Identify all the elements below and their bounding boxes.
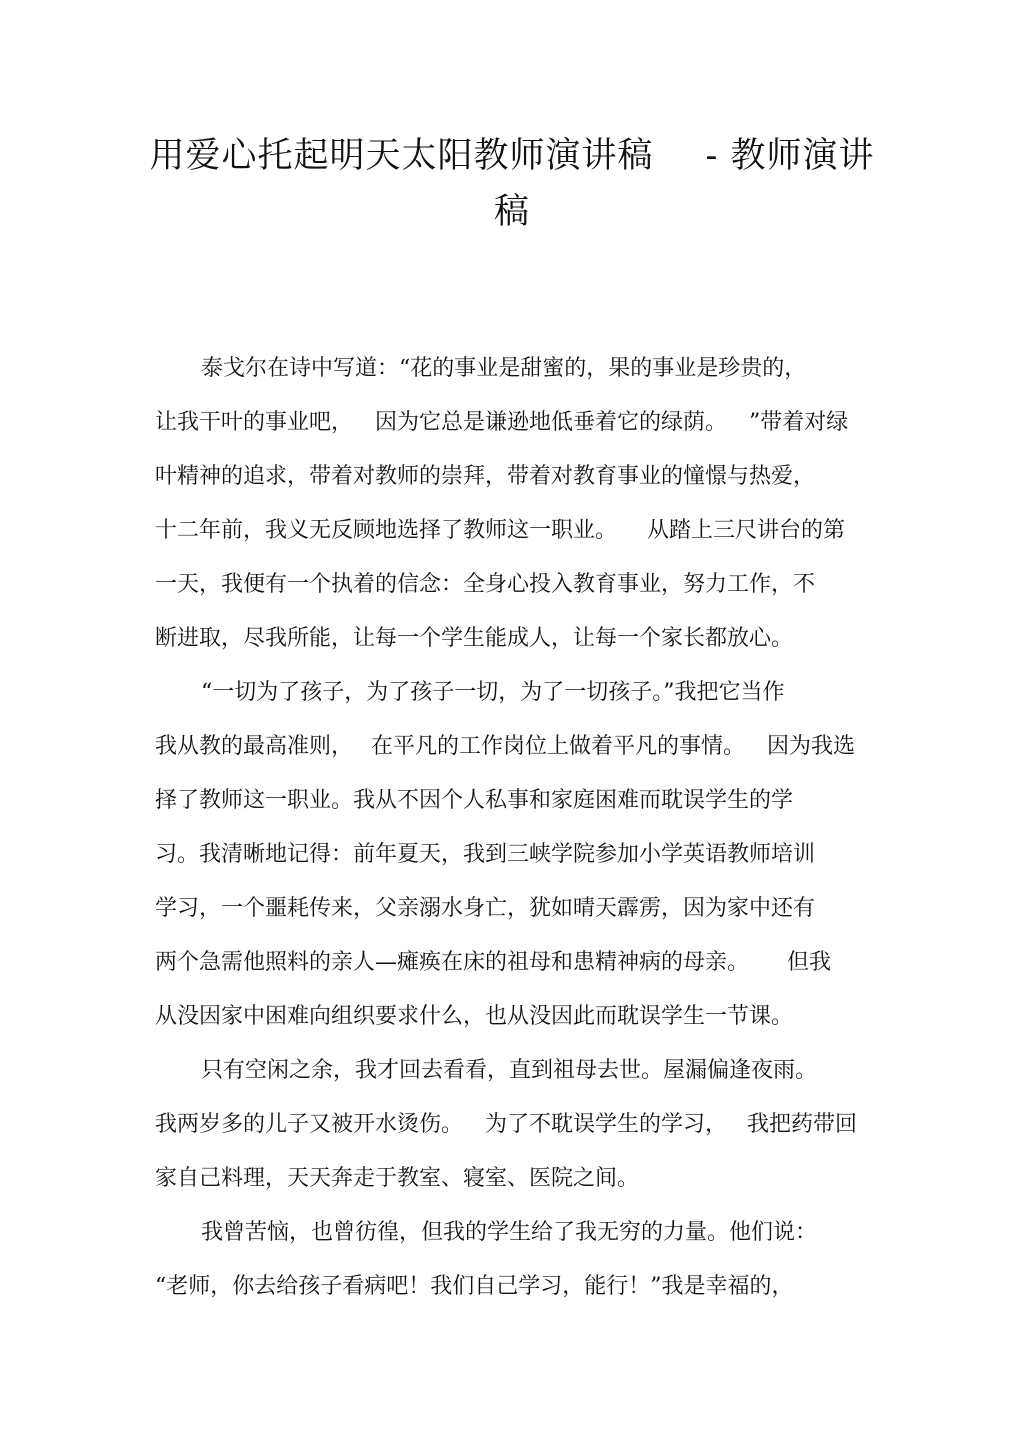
text-line: 泰戈尔在诗中写道：“花的事业是甜蜜的，果的事业是珍贵的，: [201, 356, 807, 381]
title-part1: 用爱心托起明天太阳教师演讲稿: [149, 136, 654, 176]
text-line: 习。我清晰地记得：前年夏天，我到三峡学院参加小学英语教师培训: [155, 842, 816, 867]
text-line: 两个急需他照料的亲人—瘫痪在床的祖母和患精神病的母亲。 但我: [155, 950, 832, 975]
text-line: 十二年前，我义无反顾地选择了教师这一职业。 从踏上三尺讲台的第: [155, 518, 846, 543]
text-line: 择了教师这一职业。我从不因个人私事和家庭困难而耽误学生的学: [155, 788, 794, 813]
text-line: 断进取，尽我所能，让每一个学生能成人，让每一个家长都放心。: [155, 626, 794, 651]
text-line: 只有空闲之余，我才回去看看，直到祖母去世。屋漏偏逢夜雨。: [201, 1058, 818, 1083]
document-title: [140, 128, 884, 240]
text-line: 从没因家中困难向组织要求什么，也从没因此而耽误学生一节课。: [155, 1004, 794, 1029]
title-part2: - 教师演讲: [705, 136, 875, 176]
text-line: 家自己料理，天天奔走于教室、寝室、医院之间。: [155, 1166, 640, 1191]
text-line: 我曾苦恼，也曾彷徨，但我的学生给了我无穷的力量。他们说：: [201, 1220, 818, 1245]
document-body: [155, 342, 875, 1314]
text-line: “老师，你去给孩子看病吧！我们自己学习，能行！”我是幸福的，: [155, 1274, 794, 1299]
title-line2: 稿: [493, 192, 530, 232]
text-line: 我两岁多的儿子又被开水烫伤。 为了不耽误学生的学习， 我把药带回: [155, 1112, 858, 1137]
text-line: “一切为了孩子，为了孩子一切，为了一切孩子。”我把它当作: [201, 680, 785, 705]
text-line: 让我干叶的事业吧， 因为它总是谦逊地低垂着它的绿荫。 ”带着对绿: [155, 410, 849, 435]
text-line: 学习，一个噩耗传来，父亲溺水身亡，犹如晴天霹雳，因为家中还有: [155, 896, 816, 921]
text-line: 一天，我便有一个执着的信念：全身心投入教育事业，努力工作，不: [155, 572, 816, 597]
text-line: 叶精神的追求，带着对教师的崇拜，带着对教育事业的憧憬与热爱，: [155, 464, 816, 489]
text-line: 我从教的最高准则， 在平凡的工作岗位上做着平凡的事情。 因为我选: [155, 734, 856, 759]
